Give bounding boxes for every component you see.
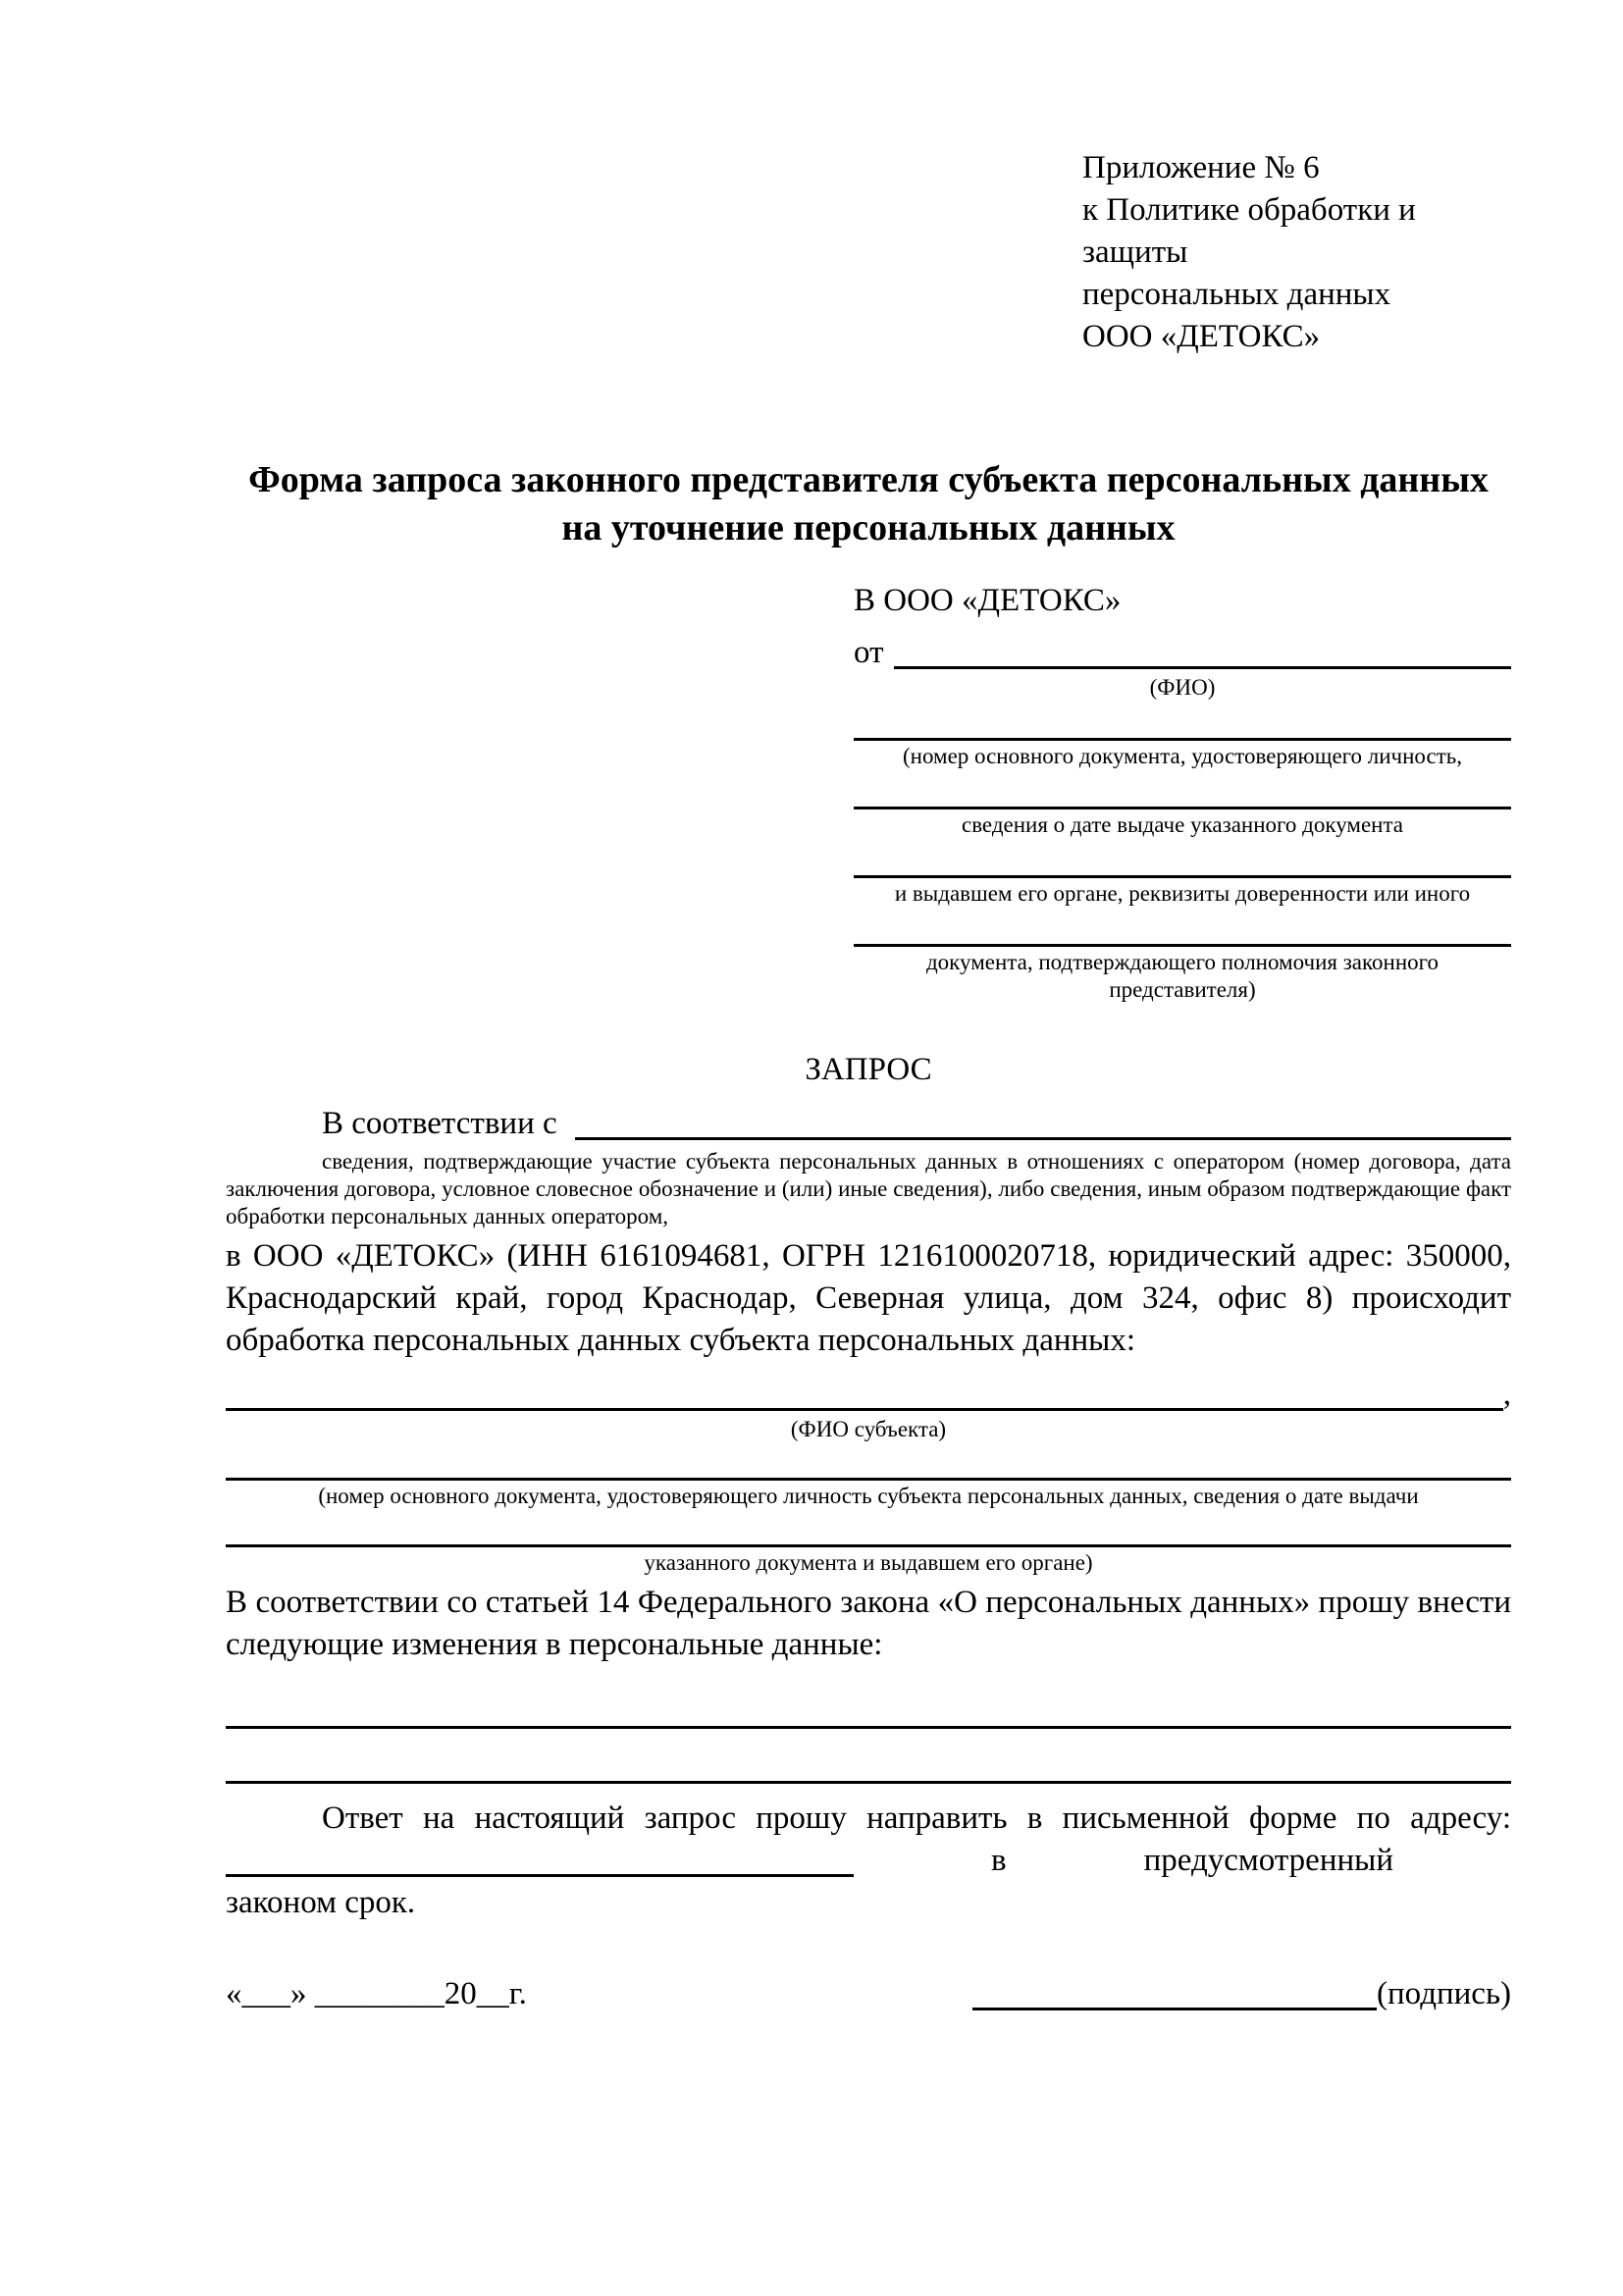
appendix-line: к Политике обработки и защиты — [1082, 192, 1416, 270]
subject-fio-field-row — [226, 1374, 1511, 1416]
document-title-line2: на уточнение персональных данных — [561, 507, 1176, 548]
from-label: от — [854, 635, 884, 670]
subject-doc-caption: (номер основного документа, удостоверяющего личность субъекта персональных данных, сведения о дате выдачи — [318, 1484, 1419, 1508]
blank-field — [854, 864, 1511, 878]
answer-word: предусмотренный — [1143, 1843, 1393, 1878]
representative-doc-row — [854, 933, 1511, 1004]
subject-doc-caption: указанного документа и выдавшем его органе) — [644, 1550, 1093, 1575]
appendix-line: Приложение № 6 — [1082, 150, 1320, 185]
from-blank-field — [894, 666, 1512, 669]
representative-doc-row — [854, 864, 1511, 908]
subject-fio-caption: (ФИО субъекта) — [790, 1417, 947, 1441]
accordance-field-row — [226, 1103, 1511, 1145]
trailing-comma: , — [1502, 1377, 1511, 1412]
blank-field-caption: (номер основного документа, удостоверяющего личность, — [902, 744, 1462, 768]
blank-field — [226, 1532, 1511, 1547]
blank-field-caption: и выдавшем его органе, реквизиты доверенности или иного — [894, 881, 1471, 906]
changes-blank-field — [226, 1770, 1511, 1784]
appendix-line: персональных данных — [1082, 277, 1391, 312]
representative-doc-row — [854, 727, 1511, 770]
blank-field-caption: сведения о дате выдаче указанного документа — [961, 812, 1404, 837]
blank-field — [226, 1465, 1511, 1481]
subject-fio-blank-field — [226, 1408, 1503, 1411]
fio-caption: (ФИО) — [1149, 675, 1216, 700]
accordance-lead: В соответствии с — [322, 1106, 565, 1141]
document-title-line1: Форма запроса законного представителя субъекта персональных данных — [248, 459, 1489, 500]
signature-caption: (подпись) — [1377, 1976, 1511, 2011]
subject-doc-row — [226, 1465, 1511, 1510]
blank-field-caption: документа, подтверждающего полномочия законного представителя) — [925, 950, 1439, 1002]
accordance-blank-field — [575, 1137, 1511, 1140]
request-heading: ЗАПРОС — [805, 1052, 932, 1087]
date-blank-line: «___» ________20__г. — [226, 1976, 527, 2011]
accordance-footnote: сведения, подтверждающие участие субъекта персональных данных в отношениях с оператором (номер договора, дата заключения договора, условное словесное обозначение и (или) иные сведения), либо сведения, иным образом подтверждающие факт обработки персональных данных оператором, — [226, 1149, 1511, 1228]
subject-doc-row — [226, 1532, 1511, 1577]
signature-block — [972, 1973, 1511, 2015]
appendix-block — [1082, 147, 1511, 358]
signature-blank-field — [972, 2008, 1377, 2010]
from-field-row — [854, 632, 1511, 674]
addressee-block — [854, 580, 1511, 1004]
article14-paragraph: В соответствии со статьей 14 Федерального закона «О персональных данных» прошу внести следующие изменения в персональные данные: — [226, 1585, 1511, 1662]
representative-doc-row — [854, 796, 1511, 839]
answer-address-row — [226, 1840, 1511, 1882]
changes-blank-field — [226, 1715, 1511, 1729]
document-title — [226, 456, 1511, 552]
appendix-line: ООО «ДЕТОКС» — [1082, 319, 1321, 354]
operator-paragraph: в ООО «ДЕТОКС» (ИНН 6161094681, ОГРН 1216100020718, юридический адрес: 350000, Краснодарский край, город Краснодар, Северная улица, дом 324, офис 8) происходит обработка персональных данных субъекта персональных данных: — [226, 1238, 1511, 1358]
answer-word: в — [991, 1843, 1007, 1878]
blank-field — [854, 727, 1511, 741]
answer-paragraph-line1: Ответ на настоящий запрос прошу направить в письменной форме по адресу: — [322, 1800, 1511, 1836]
address-blank-field — [226, 1874, 854, 1877]
answer-paragraph-line3: законом срок. — [226, 1885, 416, 1920]
closing-row — [226, 1973, 1511, 2015]
blank-field — [854, 796, 1511, 809]
addressee-to: В ООО «ДЕТОКС» — [854, 583, 1122, 618]
blank-field — [854, 933, 1511, 947]
